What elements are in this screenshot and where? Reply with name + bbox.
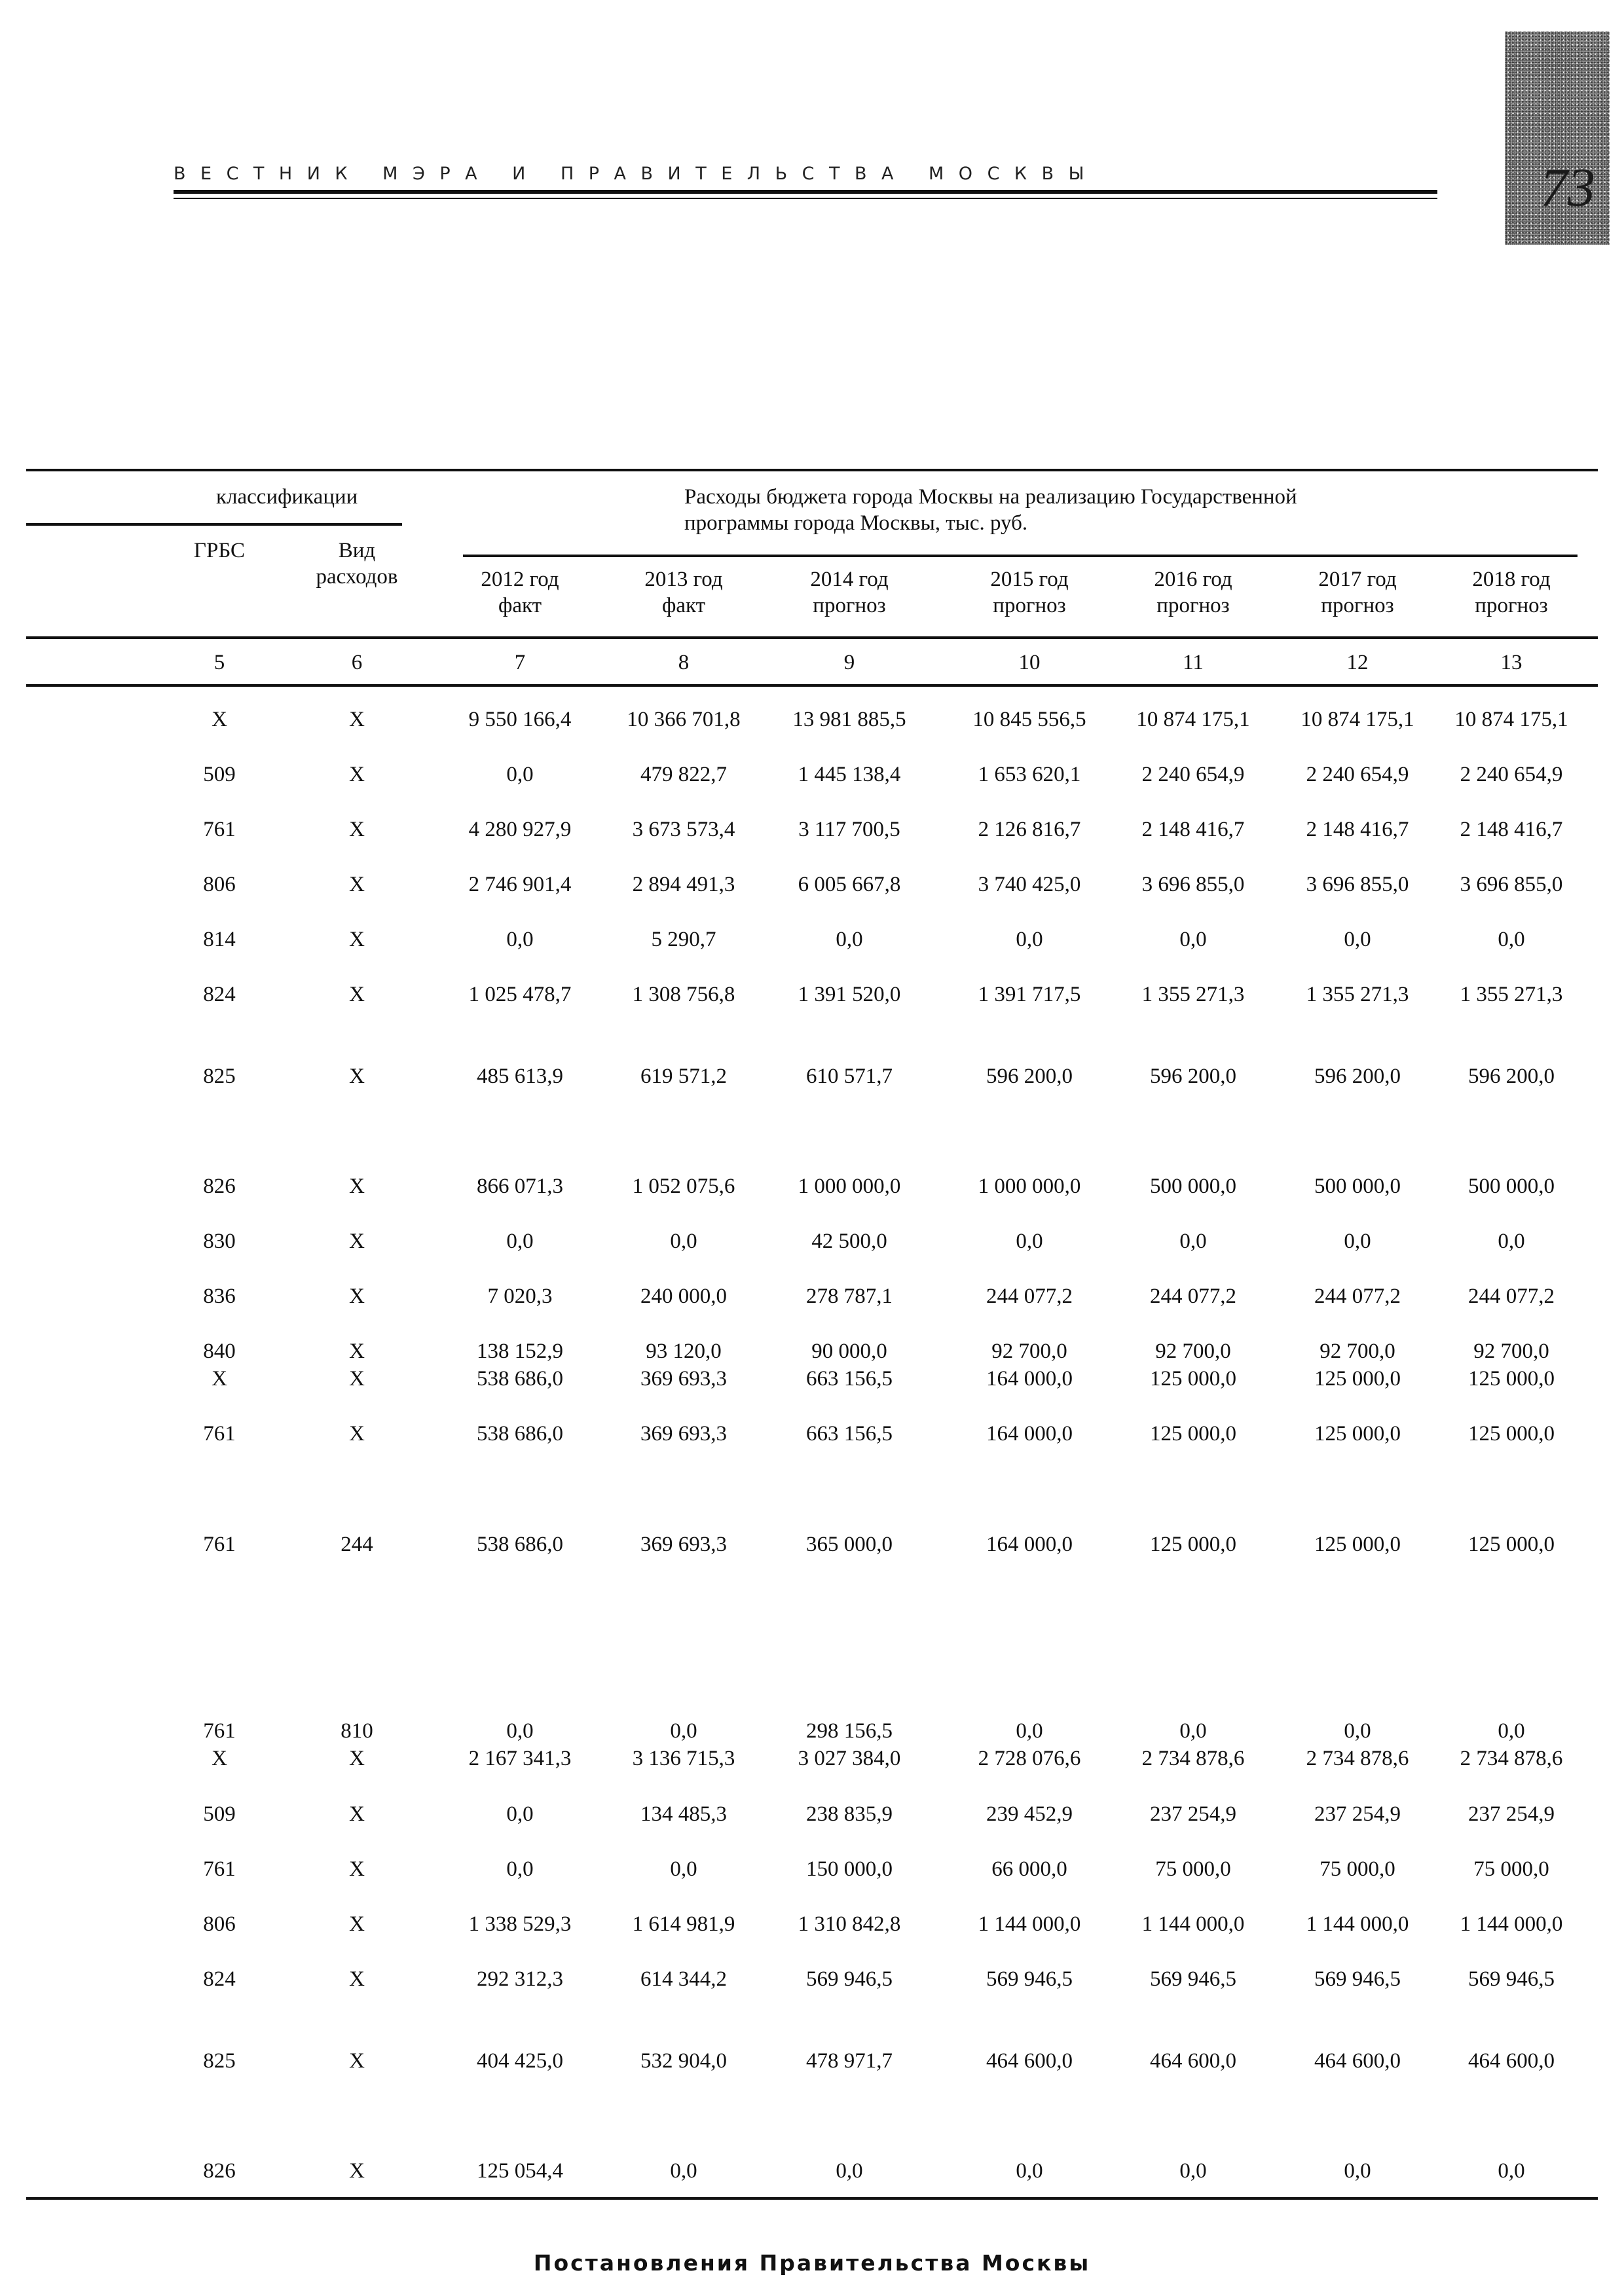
table-cell: 569 946,5 — [986, 1967, 1073, 1991]
table-cell: Х — [349, 1065, 365, 1088]
column-header-2017: 2017 год прогноз — [1318, 568, 1397, 617]
table-cell: 619 571,2 — [640, 1065, 727, 1088]
table-cell: 0,0 — [1344, 928, 1371, 951]
table-cell: 75 000,0 — [1320, 1857, 1395, 1881]
table-cell: 0,0 — [1016, 2159, 1043, 2183]
table-cell: 761 — [203, 818, 236, 841]
table-cell: 596 200,0 — [1314, 1065, 1401, 1088]
journal-title: ВЕСТНИК МЭРА И ПРАВИТЕЛЬСТВА МОСКВЫ — [174, 164, 1099, 184]
table-cell: 125 054,4 — [477, 2159, 563, 2183]
table-cell: 0,0 — [670, 1719, 697, 1743]
table-cell: 0,0 — [506, 928, 534, 951]
table-cell: 0,0 — [836, 928, 863, 951]
table-cell: 596 200,0 — [1468, 1065, 1555, 1088]
table-cell: 826 — [203, 1175, 236, 1198]
table-cell: 569 946,5 — [1468, 1967, 1555, 1991]
column-header-2015: 2015 год прогноз — [990, 568, 1069, 617]
table-cell: 365 000,0 — [806, 1533, 893, 1556]
table-cell: 596 200,0 — [1150, 1065, 1236, 1088]
table-cell: 0,0 — [1344, 1719, 1371, 1743]
expenditure-header: Расходы бюджета города Москвы на реализацию Государственной программы города Москвы, тыс. руб. — [684, 485, 1297, 535]
table-cell: Х — [349, 1857, 365, 1881]
classification-underline — [26, 523, 402, 526]
table-cell: 2 734 878,6 — [1460, 1747, 1563, 1770]
table-cell: 2 126 816,7 — [978, 818, 1081, 841]
table-cell: Х — [349, 818, 365, 841]
table-cell: 1 144 000,0 — [1460, 1912, 1563, 1936]
table-cell: 369 693,3 — [640, 1533, 727, 1556]
table-cell: 814 — [203, 928, 236, 951]
table-cell: 2 148 416,7 — [1460, 818, 1563, 841]
table-cell: 761 — [203, 1422, 236, 1446]
table-cell: 125 000,0 — [1314, 1422, 1401, 1446]
table-cell: Х — [212, 1367, 227, 1391]
table-cell: 866 071,3 — [477, 1175, 563, 1198]
table-cell: 4 280 927,9 — [468, 818, 572, 841]
column-number: 9 — [843, 651, 855, 674]
table-cell: 3 027 384,0 — [798, 1747, 901, 1770]
table-cell: Х — [349, 2049, 365, 2073]
table-cell: 125 000,0 — [1150, 1367, 1236, 1391]
table-cell: 2 746 901,4 — [468, 873, 572, 896]
table-cell: 1 310 842,8 — [798, 1912, 901, 1936]
table-cell: 3 740 425,0 — [978, 873, 1081, 896]
table-cell: 569 946,5 — [1150, 1967, 1236, 1991]
table-cell: 1 000 000,0 — [798, 1175, 901, 1198]
table-cell: 1 000 000,0 — [978, 1175, 1081, 1198]
table-cell: 3 696 855,0 — [1141, 873, 1245, 896]
table-cell: 509 — [203, 763, 236, 786]
table-cell: 298 156,5 — [806, 1719, 893, 1743]
table-cell: 1 391 520,0 — [798, 983, 901, 1006]
column-number: 12 — [1346, 651, 1369, 674]
table-cell: 1 338 529,3 — [468, 1912, 572, 1936]
table-cell: 0,0 — [670, 1857, 697, 1881]
table-cell: 0,0 — [1179, 928, 1207, 951]
table-bottom-rule — [26, 2197, 1598, 2200]
table-cell: 0,0 — [1344, 1230, 1371, 1253]
column-number: 11 — [1183, 651, 1204, 674]
table-cell: 0,0 — [1179, 1230, 1207, 1253]
table-cell: 2 728 076,6 — [978, 1747, 1081, 1770]
table-cell: 0,0 — [1016, 928, 1043, 951]
table-cell: 278 787,1 — [806, 1285, 893, 1308]
table-cell: 3 696 855,0 — [1306, 873, 1409, 896]
table-cell: 134 485,3 — [640, 1802, 727, 1826]
table-cell: 825 — [203, 1065, 236, 1088]
table-cell: Х — [349, 1967, 365, 1991]
table-cell: 2 240 654,9 — [1460, 763, 1563, 786]
table-cell: 806 — [203, 1912, 236, 1936]
table-cell: 0,0 — [506, 1802, 534, 1826]
table-cell: 1 355 271,3 — [1306, 983, 1409, 1006]
table-cell: 596 200,0 — [986, 1065, 1073, 1088]
table-cell: 3 673 573,4 — [632, 818, 735, 841]
table-cell: 0,0 — [1179, 2159, 1207, 2183]
table-cell: 610 571,7 — [806, 1065, 893, 1088]
table-cell: 538 686,0 — [477, 1367, 563, 1391]
table-cell: 164 000,0 — [986, 1367, 1073, 1391]
page-number: 73 — [1540, 157, 1595, 218]
table-cell: 532 904,0 — [640, 2049, 727, 2073]
table-cell: 10 874 175,1 — [1136, 708, 1250, 731]
table-cell: 1 144 000,0 — [978, 1912, 1081, 1936]
table-cell: 810 — [341, 1719, 373, 1743]
years-underline — [463, 555, 1578, 557]
table-cell: 2 148 416,7 — [1141, 818, 1245, 841]
table-cell: 2 734 878,6 — [1141, 1747, 1245, 1770]
table-cell: 761 — [203, 1533, 236, 1556]
table-cell: Х — [212, 708, 227, 731]
table-cell: 125 000,0 — [1468, 1533, 1555, 1556]
table-cell: 0,0 — [670, 2159, 697, 2183]
table-cell: 0,0 — [1498, 1230, 1525, 1253]
table-cell: 0,0 — [1498, 928, 1525, 951]
table-cell: 244 077,2 — [1468, 1285, 1555, 1308]
table-cell: 125 000,0 — [1150, 1533, 1236, 1556]
table-cell: 500 000,0 — [1150, 1175, 1236, 1198]
table-cell: Х — [212, 1747, 227, 1770]
table-cell: 3 136 715,3 — [632, 1747, 735, 1770]
table-cell: 1 052 075,6 — [632, 1175, 735, 1198]
table-cell: 464 600,0 — [986, 2049, 1073, 2073]
table-cell: 1 144 000,0 — [1141, 1912, 1245, 1936]
colnum-bottom-rule — [26, 684, 1598, 687]
table-cell: 0,0 — [1344, 2159, 1371, 2183]
table-cell: 138 152,9 — [477, 1339, 563, 1363]
table-cell: 0,0 — [1498, 1719, 1525, 1743]
column-header-2012: 2012 год факт — [481, 568, 559, 617]
table-cell: 500 000,0 — [1468, 1175, 1555, 1198]
column-number: 5 — [213, 651, 225, 674]
table-cell: 0,0 — [836, 2159, 863, 2183]
table-cell: 806 — [203, 873, 236, 896]
table-cell: 92 700,0 — [1320, 1339, 1395, 1363]
table-cell: 1 308 756,8 — [632, 983, 735, 1006]
table-cell: 485 613,9 — [477, 1065, 563, 1088]
table-cell: Х — [349, 708, 365, 731]
table-cell: 2 167 341,3 — [468, 1747, 572, 1770]
table-cell: 538 686,0 — [477, 1533, 563, 1556]
table-cell: Х — [349, 763, 365, 786]
table-cell: 569 946,5 — [1314, 1967, 1401, 1991]
table-cell: 125 000,0 — [1314, 1533, 1401, 1556]
table-cell: 13 981 885,5 — [792, 708, 906, 731]
table-cell: 2 240 654,9 — [1141, 763, 1245, 786]
table-cell: Х — [349, 873, 365, 896]
table-cell: 3 696 855,0 — [1460, 873, 1563, 896]
table-cell: 1 355 271,3 — [1460, 983, 1563, 1006]
table-cell: 6 005 667,8 — [798, 873, 901, 896]
header-rule-thin — [174, 198, 1437, 199]
header-bottom-rule — [26, 636, 1598, 639]
table-cell: 93 120,0 — [646, 1339, 722, 1363]
table-cell: 10 366 701,8 — [627, 708, 741, 731]
classification-header: классификации — [216, 485, 358, 509]
table-cell: Х — [349, 1802, 365, 1826]
table-cell: Х — [349, 983, 365, 1006]
table-cell: 0,0 — [1016, 1719, 1043, 1743]
table-cell: 836 — [203, 1285, 236, 1308]
table-cell: 9 550 166,4 — [468, 708, 572, 731]
table-cell: 75 000,0 — [1155, 1857, 1231, 1881]
table-cell: 824 — [203, 983, 236, 1006]
column-number: 10 — [1018, 651, 1041, 674]
table-cell: 237 254,9 — [1314, 1802, 1401, 1826]
table-cell: 7 020,3 — [487, 1285, 553, 1308]
column-header-grbs: ГРБС — [193, 539, 246, 562]
table-cell: 75 000,0 — [1473, 1857, 1549, 1881]
table-cell: 0,0 — [1179, 1719, 1207, 1743]
table-cell: Х — [349, 1339, 365, 1363]
footer-section-title: Постановления Правительства Москвы — [533, 2250, 1091, 2276]
column-number: 6 — [351, 651, 363, 674]
table-cell: Х — [349, 1230, 365, 1253]
table-cell: Х — [349, 1175, 365, 1198]
table-cell: Х — [349, 2159, 365, 2183]
table-top-rule — [26, 469, 1598, 471]
table-cell: 614 344,2 — [640, 1967, 727, 1991]
table-cell: 10 874 175,1 — [1301, 708, 1414, 731]
table-cell: 369 693,3 — [640, 1367, 727, 1391]
table-cell: 404 425,0 — [477, 2049, 563, 2073]
table-cell: 239 452,9 — [986, 1802, 1073, 1826]
column-header-2014: 2014 год прогноз — [810, 568, 889, 617]
table-cell: 0,0 — [506, 1230, 534, 1253]
table-cell: 840 — [203, 1339, 236, 1363]
table-cell: 825 — [203, 2049, 236, 2073]
table-cell: 1 391 717,5 — [978, 983, 1081, 1006]
table-cell: Х — [349, 1367, 365, 1391]
table-cell: 509 — [203, 1802, 236, 1826]
table-cell: 244 077,2 — [1150, 1285, 1236, 1308]
table-cell: 478 971,7 — [806, 2049, 893, 2073]
table-cell: 2 148 416,7 — [1306, 818, 1409, 841]
table-cell: 761 — [203, 1719, 236, 1743]
column-header-2018: 2018 год прогноз — [1472, 568, 1551, 617]
column-header-2013: 2013 год факт — [644, 568, 723, 617]
table-cell: Х — [349, 928, 365, 951]
table-cell: 244 077,2 — [1314, 1285, 1401, 1308]
table-cell: 244 077,2 — [986, 1285, 1073, 1308]
table-cell: 164 000,0 — [986, 1422, 1073, 1446]
table-cell: Х — [349, 1912, 365, 1936]
table-cell: 0,0 — [1016, 1230, 1043, 1253]
header-rule-thick — [174, 190, 1437, 194]
table-cell: 10 845 556,5 — [972, 708, 1086, 731]
table-cell: 830 — [203, 1230, 236, 1253]
table-cell: 464 600,0 — [1314, 2049, 1401, 2073]
table-cell: 0,0 — [506, 763, 534, 786]
table-cell: 92 700,0 — [1155, 1339, 1231, 1363]
table-cell: 1 614 981,9 — [632, 1912, 735, 1936]
table-cell: 292 312,3 — [477, 1967, 563, 1991]
table-cell: 464 600,0 — [1468, 2049, 1555, 2073]
table-cell: 3 117 700,5 — [798, 818, 900, 841]
table-cell: 125 000,0 — [1468, 1367, 1555, 1391]
table-cell: 237 254,9 — [1150, 1802, 1236, 1826]
table-cell: 824 — [203, 1967, 236, 1991]
table-cell: Х — [349, 1285, 365, 1308]
table-cell: 244 — [341, 1533, 373, 1556]
table-cell: 2 734 878,6 — [1306, 1747, 1409, 1770]
table-cell: 42 500,0 — [811, 1230, 887, 1253]
table-cell: 0,0 — [506, 1857, 534, 1881]
table-cell: 0,0 — [1498, 2159, 1525, 2183]
table-cell: 663 156,5 — [806, 1422, 893, 1446]
table-cell: 479 822,7 — [640, 763, 727, 786]
table-cell: 2 240 654,9 — [1306, 763, 1409, 786]
column-number: 8 — [678, 651, 690, 674]
table-cell: 92 700,0 — [1473, 1339, 1549, 1363]
table-cell: 369 693,3 — [640, 1422, 727, 1446]
table-cell: Х — [349, 1422, 365, 1446]
table-cell: Х — [349, 1747, 365, 1770]
table-cell: 1 653 620,1 — [978, 763, 1081, 786]
table-cell: 10 874 175,1 — [1454, 708, 1568, 731]
table-cell: 1 445 138,4 — [798, 763, 901, 786]
table-cell: 1 355 271,3 — [1141, 983, 1245, 1006]
table-cell: 761 — [203, 1857, 236, 1881]
table-cell: 66 000,0 — [991, 1857, 1067, 1881]
table-cell: 464 600,0 — [1150, 2049, 1236, 2073]
table-cell: 92 700,0 — [991, 1339, 1067, 1363]
table-cell: 500 000,0 — [1314, 1175, 1401, 1198]
table-cell: 5 290,7 — [651, 928, 716, 951]
column-number: 13 — [1500, 651, 1522, 674]
table-cell: 150 000,0 — [806, 1857, 893, 1881]
table-cell: 90 000,0 — [811, 1339, 887, 1363]
table-cell: 237 254,9 — [1468, 1802, 1555, 1826]
table-cell: 1 144 000,0 — [1306, 1912, 1409, 1936]
table-cell: 125 000,0 — [1150, 1422, 1236, 1446]
table-cell: 240 000,0 — [640, 1285, 727, 1308]
table-cell: 1 025 478,7 — [468, 983, 572, 1006]
table-cell: 238 835,9 — [806, 1802, 893, 1826]
table-cell: 663 156,5 — [806, 1367, 893, 1391]
table-cell: 569 946,5 — [806, 1967, 893, 1991]
table-cell: 125 000,0 — [1314, 1367, 1401, 1391]
table-cell: 538 686,0 — [477, 1422, 563, 1446]
table-cell: 125 000,0 — [1468, 1422, 1555, 1446]
table-cell: 0,0 — [506, 1719, 534, 1743]
table-cell: 164 000,0 — [986, 1533, 1073, 1556]
column-header-vid-raskhodov: Вид расходов — [316, 539, 398, 589]
column-number: 7 — [514, 651, 526, 674]
table-cell: 2 894 491,3 — [632, 873, 735, 896]
table-cell: 0,0 — [670, 1230, 697, 1253]
column-header-2016: 2016 год прогноз — [1154, 568, 1232, 617]
table-cell: 826 — [203, 2159, 236, 2183]
